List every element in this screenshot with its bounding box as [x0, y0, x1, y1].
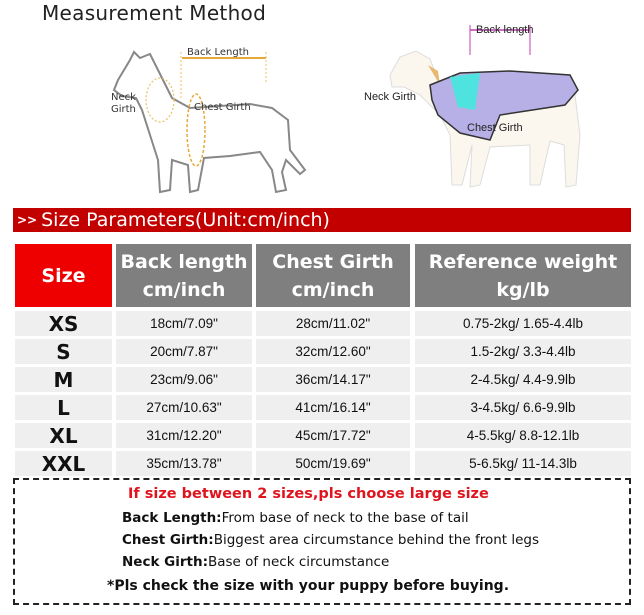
- cell-chest-girth: 36cm/14.17": [256, 367, 410, 392]
- cell-chest-girth: 41cm/16.14": [256, 395, 410, 420]
- cell-size: S: [15, 339, 112, 364]
- photo-label-chest-girth: Chest Girth: [467, 122, 523, 134]
- size-warning: If size between 2 sizes,pls choose large size: [128, 486, 489, 502]
- cell-chest-girth: 50cm/19.69": [256, 451, 410, 476]
- cell-chest-girth: 28cm/11.02": [256, 311, 410, 336]
- note-chest-girth: [122, 532, 539, 548]
- cell-chest-girth: 32cm/12.60": [256, 339, 410, 364]
- photo-label-back-length: Back length: [476, 24, 534, 36]
- note-neck-girth: [122, 554, 389, 570]
- note-term: Back Length:: [122, 510, 222, 526]
- cell-back-length: 18cm/7.09": [116, 311, 252, 336]
- cell-size: XL: [15, 423, 112, 448]
- note-desc: From base of neck to the base of tail: [221, 510, 469, 526]
- double-chevron-icon: >>: [17, 213, 38, 227]
- note-desc: Base of neck circumstance: [207, 554, 390, 570]
- cell-back-length: 20cm/7.87": [116, 339, 252, 364]
- header-back-length: [116, 244, 252, 307]
- cell-back-length: 35cm/13.78": [116, 451, 252, 476]
- cell-weight: 0.75-2kg/ 1.65-4.4lb: [415, 311, 631, 336]
- header-size: [15, 244, 112, 307]
- cell-size: XXL: [15, 451, 112, 476]
- header-chest-girth: [256, 244, 410, 307]
- header-reference-weight: [415, 244, 631, 307]
- cell-weight: 2-4.5kg/ 4.4-9.9lb: [415, 367, 631, 392]
- note-term: Chest Girth:: [122, 532, 214, 548]
- header-label: Reference weight: [428, 250, 618, 273]
- check-size-note: *Pls check the size with your puppy before buying.: [107, 578, 510, 594]
- photo-label-neck-girth: Neck Girth: [364, 91, 416, 103]
- dog-outline-diagram: [100, 40, 310, 200]
- cell-weight: 5-6.5kg/ 11-14.3lb: [415, 451, 631, 476]
- note-back-length: [122, 510, 469, 526]
- diagram-label-neck: Neck: [111, 92, 136, 103]
- page-title: Measurement Method: [42, 1, 267, 25]
- note-desc: Biggest area circumstance behind the front legs: [213, 532, 540, 548]
- diagram-label-girth: Girth: [111, 104, 136, 115]
- cell-weight: 4-5.5kg/ 8.8-12.1lb: [415, 423, 631, 448]
- cell-chest-girth: 45cm/17.72": [256, 423, 410, 448]
- cell-back-length: 23cm/9.06": [116, 367, 252, 392]
- cell-back-length: 27cm/10.63": [116, 395, 252, 420]
- cell-back-length: 31cm/12.20": [116, 423, 252, 448]
- section-header-bar: [13, 208, 631, 232]
- header-label: Back length: [120, 250, 248, 273]
- cell-weight: 1.5-2kg/ 3.3-4.4lb: [415, 339, 631, 364]
- header-label: Chest Girth: [272, 250, 394, 273]
- dog-coat-photo: [380, 25, 610, 195]
- header-unit: cm/inch: [291, 278, 375, 301]
- section-header-label: Size Parameters(Unit:cm/inch): [41, 209, 330, 231]
- header-unit: kg/lb: [496, 278, 550, 301]
- header-unit: cm/inch: [142, 278, 226, 301]
- cell-weight: 3-4.5kg/ 6.6-9.9lb: [415, 395, 631, 420]
- diagram-label-chest-girth: Chest Girth: [194, 102, 251, 113]
- cell-size: M: [15, 367, 112, 392]
- note-term: Neck Girth:: [122, 554, 208, 570]
- cell-size: XS: [15, 311, 112, 336]
- cell-size: L: [15, 395, 112, 420]
- diagram-label-back-length: Back Length: [187, 47, 249, 58]
- header-size-label: Size: [41, 264, 86, 287]
- notes-box: [13, 478, 631, 605]
